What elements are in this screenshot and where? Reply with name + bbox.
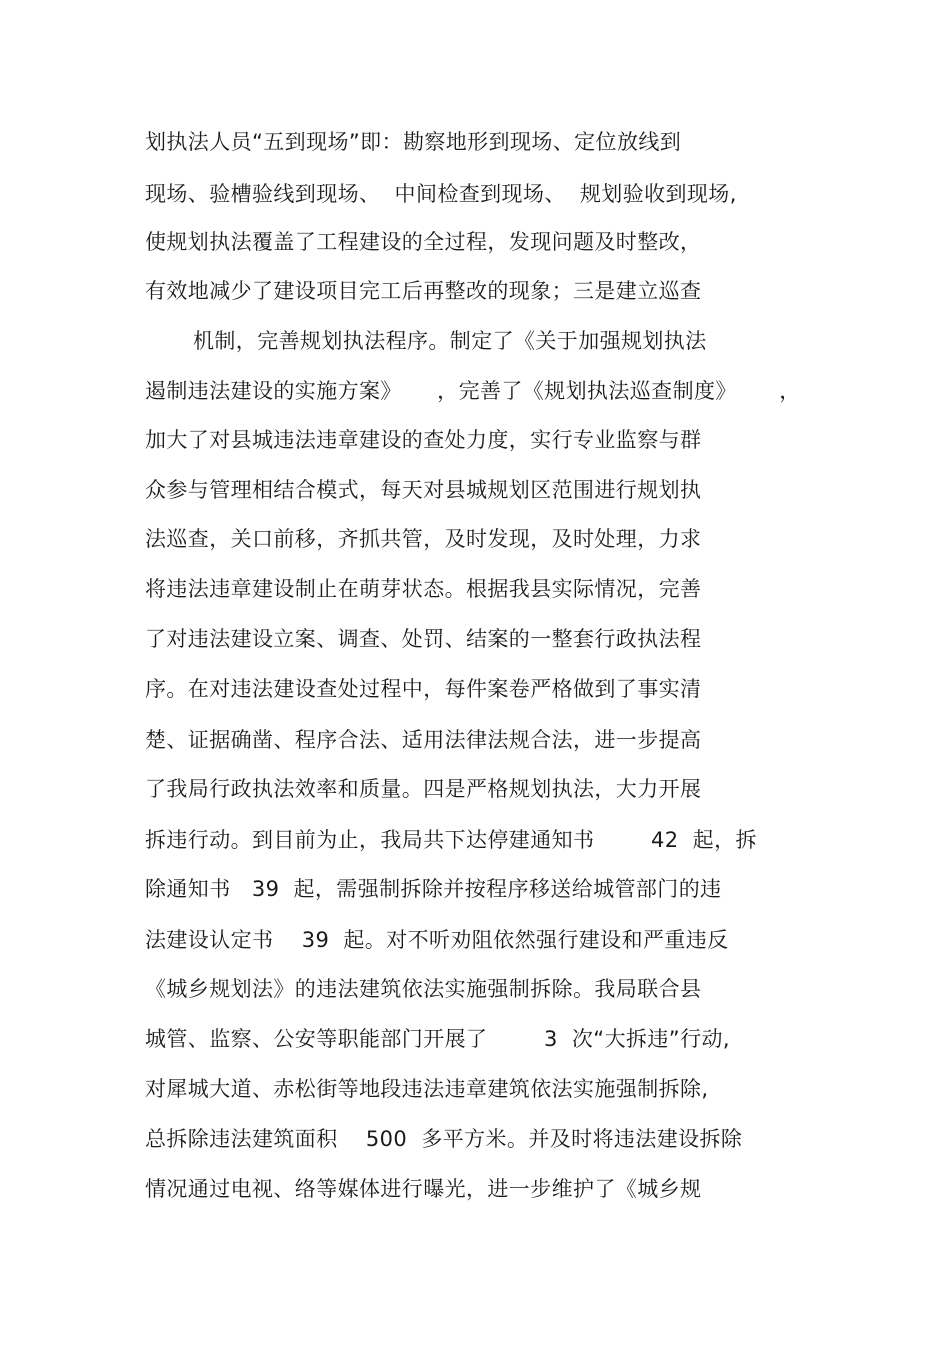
text-line: 城管、监察、公安等职能部门开展了 3 次“大拆违”行动, [145,1027,730,1051]
text-line: 序。在对违法建设查处过程中，每件案卷严格做到了事实清 [145,677,702,701]
text-line: 法巡查，关口前移，齐抓共管，及时发现，及时处理，力求 [145,527,702,551]
text-line: 遏制违法建设的实施方案》 ，完善了《规划执法巡查制度》 ， [145,379,801,403]
text-line: 使规划执法覆盖了工程建设的全过程，发现问题及时整改， [145,230,702,254]
text-line: 法建设认定书 39 起。对不听劝阻依然强行建设和严重违反 [145,928,729,952]
text-line: 楚、证据确凿、程序合法、适用法律法规合法，进一步提高 [145,728,702,752]
text-line: 对犀城大道、赤松街等地段违法违章建筑依法实施强制拆除, [145,1077,709,1101]
text-line: 有效地减少了建设项目完工后再整改的现象；三是建立巡查 [145,279,702,303]
text-line: 了我局行政执法效率和质量。四是严格规划执法，大力开展 [145,777,702,801]
text-line: 情况通过电视、络等媒体进行曝光，进一步维护了《城乡规 [145,1177,702,1201]
text-line: 划执法人员“五到现场”即：勘察地形到现场、定位放线到 [145,130,682,154]
text-line: 《城乡规划法》的违法建筑依法实施强制拆除。我局联合县 [145,977,702,1001]
text-line: 现场、验槽验线到现场、 中间检查到现场、 规划验收到现场, [145,182,737,206]
text-line: 除通知书 39 起，需强制拆除并按程序移送给城管部门的违 [145,877,722,901]
text-line: 总拆除违法建筑面积 500 多平方米。并及时将违法建设拆除 [145,1127,743,1151]
text-line: 将违法违章建设制止在萌芽状态。根据我县实际情况，完善 [145,577,702,601]
text-line: 加大了对县城违法违章建设的查处力度，实行专业监察与群 [145,428,702,452]
text-line: 拆违行动。到目前为止，我局共下达停建通知书 42 起，拆 [145,828,757,852]
text-line: 众参与管理相结合模式，每天对县城规划区范围进行规划执 [145,478,702,502]
text-line: 了对违法建设立案、调查、处罚、结案的一整套行政执法程 [145,627,702,651]
text-line: 机制，完善规划执法程序。制定了《关于加强规划执法 [193,329,707,353]
